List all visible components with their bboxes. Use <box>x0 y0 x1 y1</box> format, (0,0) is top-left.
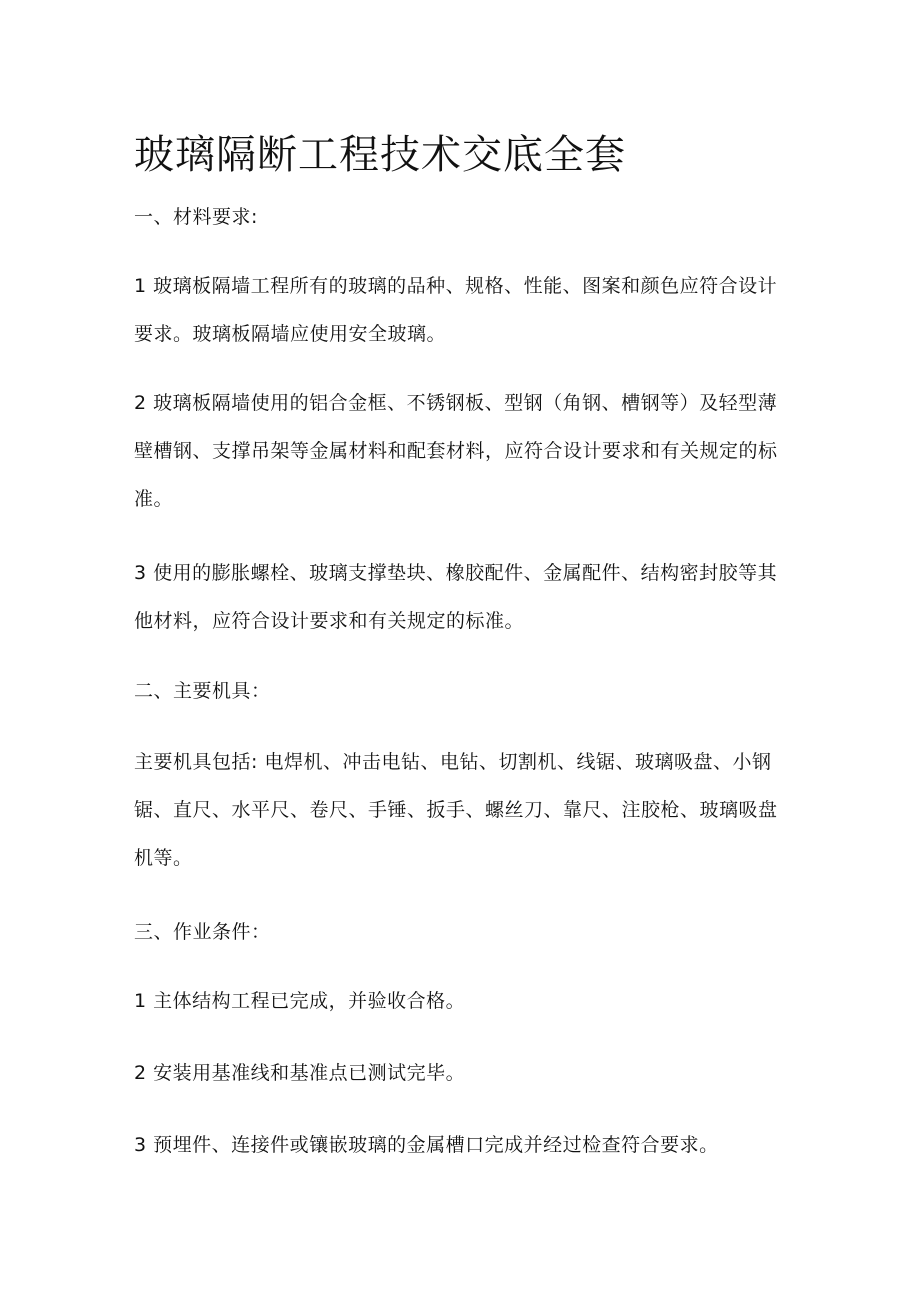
text-line: 2 玻璃板隔墙使用的铝合金框、不锈钢板、型钢（角钢、槽钢等）及轻型薄 <box>134 392 778 414</box>
paragraph-materials-1 <box>134 262 794 358</box>
text-line: 1 主体结构工程已完成，并验收合格。 <box>134 990 466 1012</box>
section-heading-materials: 一、材料要求: <box>134 206 258 228</box>
text-line: 3 使用的膨胀螺栓、玻璃支撑垫块、橡胶配件、金属配件、结构密封胶等其 <box>134 562 778 584</box>
text-line: 1 玻璃板隔墙工程所有的玻璃的品种、规格、性能、图案和颜色应符合设计 <box>134 275 778 297</box>
text-line: 3 预埋件、连接件或镶嵌玻璃的金属槽口完成并经过检查符合要求。 <box>134 1134 719 1156</box>
paragraph-materials-2 <box>134 379 794 523</box>
document-title: 玻璃隔断工程技术交底全套 <box>134 132 626 178</box>
section-heading-conditions: 三、作业条件： <box>134 921 271 943</box>
paragraph-conditions-2 <box>134 1049 794 1097</box>
text-line: 主要机具包括: 电焊机、冲击电钻、电钻、切割机、线锯、玻璃吸盘、小钢 <box>134 751 772 773</box>
section-heading-tools: 二、主要机具： <box>134 680 271 702</box>
text-line: 要求。玻璃板隔墙应使用安全玻璃。 <box>134 323 447 345</box>
paragraph-conditions-1 <box>134 977 794 1025</box>
text-line: 机等。 <box>134 847 193 869</box>
text-line: 2 安装用基准线和基准点已测试完毕。 <box>134 1062 466 1084</box>
paragraph-materials-3 <box>134 549 794 645</box>
paragraph-tools <box>134 738 794 882</box>
text-line: 壁槽钢、支撑吊架等金属材料和配套材料，应符合设计要求和有关规定的标 <box>134 440 778 462</box>
text-line: 他材料，应符合设计要求和有关规定的标准。 <box>134 610 525 632</box>
text-line: 准。 <box>134 488 174 510</box>
paragraph-conditions-3 <box>134 1121 794 1169</box>
text-line: 锯、直尺、水平尺、卷尺、手锤、扳手、螺丝刀、靠尺、注胶枪、玻璃吸盘 <box>134 799 778 821</box>
